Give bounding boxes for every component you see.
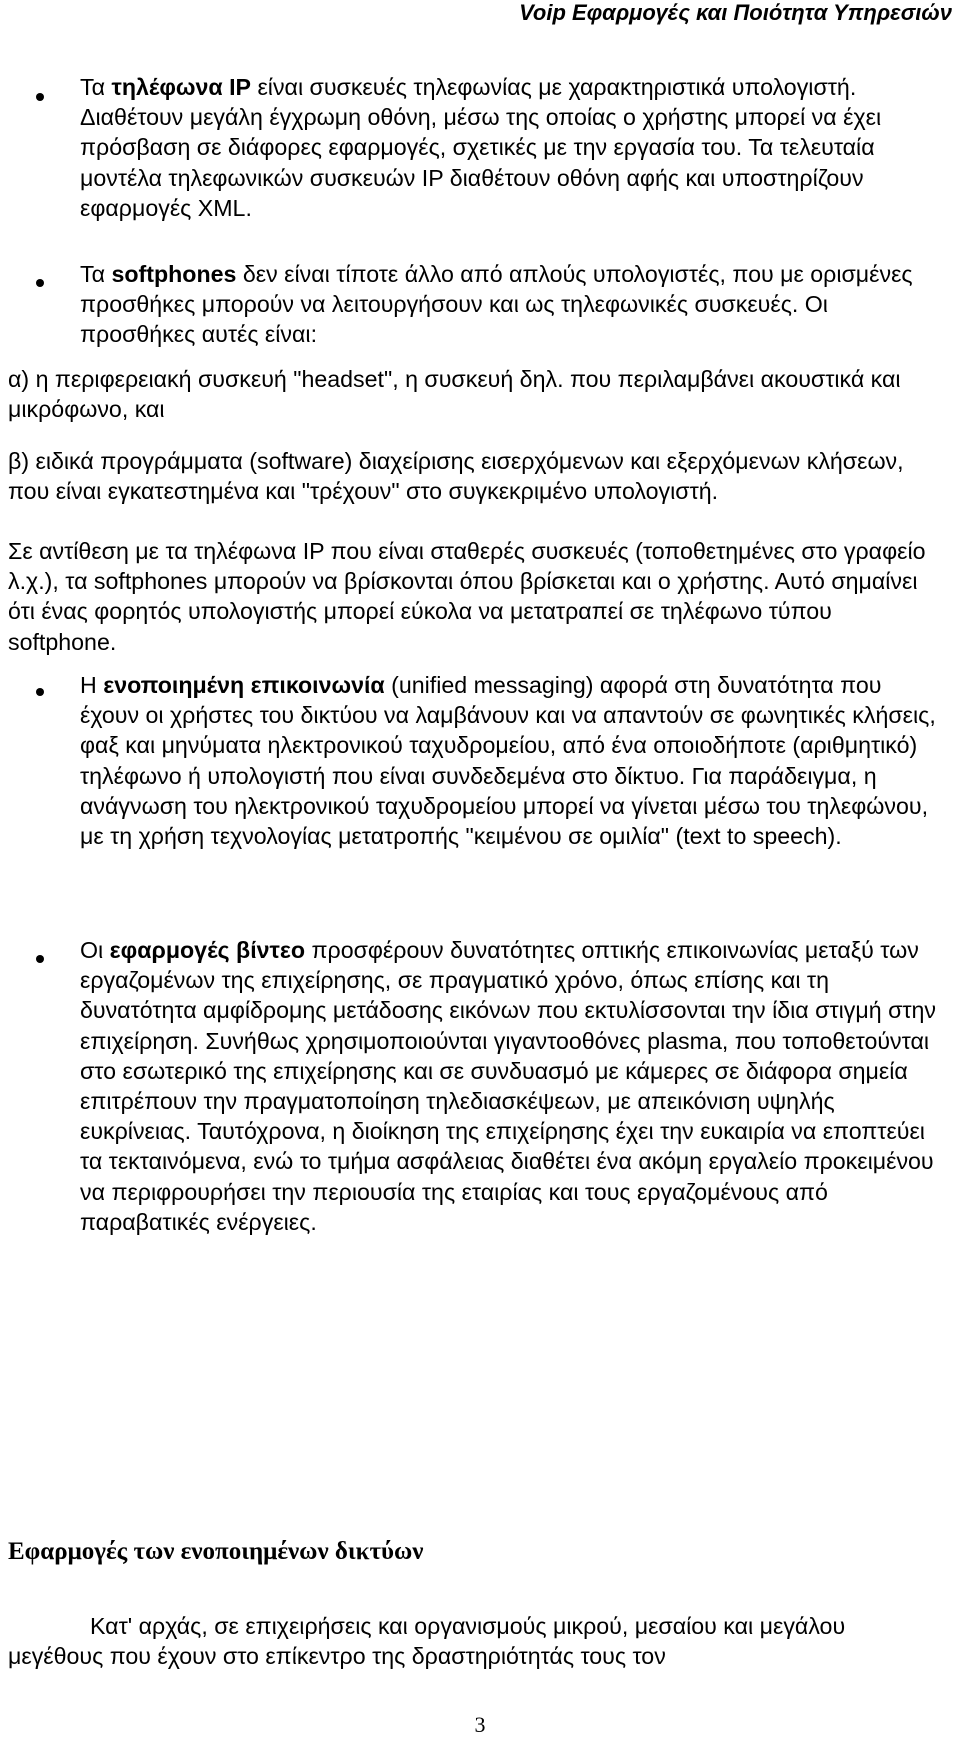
bullet-text-pre: Η (80, 672, 104, 698)
bullet-text-post: (unified messaging) αφορά στη δυνατότητα που έχουν οι χρήστες του δικτύου να λαμβάνουν και να απαντούν σε φωνητικές κλήσεις, φαξ και μηνύματα ηλεκτρονικού ταχυδρομείου, από ένα οποιοδήποτε (αριθμητικό) τηλέφωνο ή υπολογιστή που είναι συνδεδεμένα στο δίκτυο. Για παράδειγμα, η ανάγνωση του ηλεκτρονικού ταχυδρομείου μπορεί να γίνεται μέσω του τηλεφώνου, με τη χρήση τεχνολογίας μετατροπής "κειμένου σε ομιλία" (text to speech). (80, 672, 936, 850)
bullet-text-post: είναι συσκευές τηλεφωνίας με χαρακτηριστικά υπολογιστή. Διαθέτουν μεγάλη έγχρωμη οθόνη, μέσω της οποίας ο χρήστης μπορεί να έχει πρόσβαση σε διάφορες εφαρμογές, σχετικές με την εργασία του. Τα τελευταία μοντέλα τηλεφωνικών συσκευών IP διαθέτουν οθόνη αφής και υποστηρίζουν εφαρμογές XML. (80, 74, 882, 221)
bullet-marker (36, 279, 44, 287)
bullet-item-ip-phones (80, 72, 938, 223)
bullet-text-post: δεν είναι τίποτε άλλο από απλούς υπολογιστές, που με ορισμένες προσθήκες μπορούν να λειτουργήσουν και ως τηλεφωνικές συσκευές. Οι προσθήκες αυτές είναι: (80, 261, 913, 348)
bullet-marker (36, 688, 44, 696)
bullet-item-video-applications (80, 935, 938, 1237)
bullet-text-pre: Οι (80, 937, 110, 963)
section-heading: Εφαρμογές των ενοποιημένων δικτύων (8, 1538, 424, 1565)
page-number: 3 (474, 1712, 486, 1737)
bullet-text-bold: ενοποιημένη επικοινωνία (103, 672, 385, 698)
paragraph-item-b: β) ειδικά προγράμματα (software) διαχείρισης εισερχόμενων και εξερχόμενων κλήσεων, που είναι εγκατεστημένα και "τρέχουν" στο συγκεκριμένο υπολογιστή. (8, 448, 904, 505)
paragraph-item-a: α) η περιφερειακή συσκευή "headset", η συσκευή δηλ. που περιλαμβάνει ακουστικά και μικρόφωνο, και (8, 366, 901, 423)
section-paragraph (8, 1611, 938, 1671)
bullet-text-bold: εφαρμογές βίντεο (109, 937, 306, 963)
bullet-text-bold: τηλέφωνα IP (111, 74, 252, 100)
section-paragraph-text: Κατ' αρχάς, σε επιχειρήσεις και οργανισμούς μικρού, μεσαίου και μεγάλου μεγέθους που έχουν στο επίκεντρο της δραστηριότητάς τους τον (8, 1613, 846, 1670)
bullet-text-pre: Τα (80, 261, 112, 287)
bullet-item-softphones (80, 259, 938, 350)
bullet-text-bold: softphones (111, 261, 237, 287)
bullet-text-post: προσφέρουν δυνατότητες οπτικής επικοινωνίας μεταξύ των εργαζομένων της επιχείρησης, σε πραγματικό χρόνο, όπως επίσης και τη δυνατότητα αμφίδρομης μετάδοσης εικόνων που εκτυλίσσονται την ίδια στιγμή στην επιχείρηση. Συνήθως χρησιμοποιούνται γιγαντοοθόνες plasma, που τοποθετούνται στο εσωτερικό της επιχείρησης και σε συνδυασμό με κάμερες σε διάφορα σημεία επιτρέπουν την πραγματοποίηση τηλεδιασκέψεων, με απεικόνιση υψηλής ευκρίνειας. Ταυτόχρονα, η διοίκηση της επιχείρησης έχει την ευκαιρία να εποπτεύει τα τεκταινόμενα, ενώ το τμήμα ασφάλειας διαθέτει ένα ακόμη εργαλείο προκειμένου να περιφρουρήσει την περιουσία της εταιρίας και τους εργαζομένους από παραβατικές ενέργειες. (80, 937, 937, 1235)
paragraph-contrast: Σε αντίθεση με τα τηλέφωνα IP που είναι σταθερές συσκευές (τοποθετημένες στο γραφείο λ.χ.), τα softphones μπορούν να βρίσκονται όπου βρίσκεται και ο χρήστης. Αυτό σημαίνει ότι ένας φορητός υπολογιστής μπορεί εύκολα να μετατραπεί σε τηλέφωνο τύπου softphone. (8, 538, 926, 655)
bullet-item-unified-messaging (80, 670, 938, 851)
bullet-marker (36, 955, 44, 963)
running-header: Voip Εφαρμογές και Ποιότητα Υπηρεσιών (519, 0, 952, 25)
bullet-text-pre: Τα (80, 74, 112, 100)
bullet-marker (36, 93, 44, 101)
